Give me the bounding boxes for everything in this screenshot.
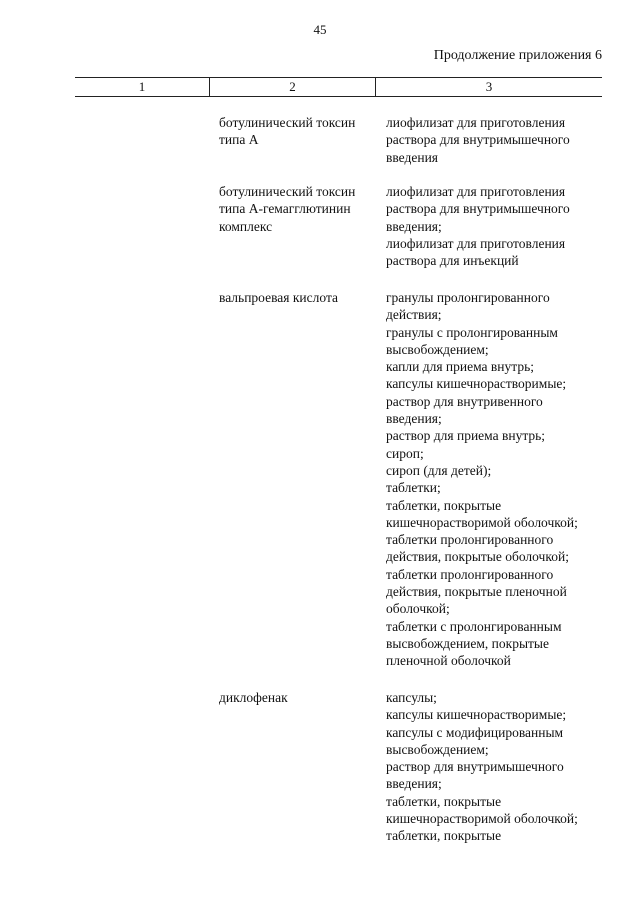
dosage-form-line: таблетки пролонгированного [386, 532, 554, 548]
dosage-form-line: действия; [386, 307, 442, 323]
dosage-form-line: введения; [386, 776, 442, 792]
dosage-forms-cell [386, 183, 616, 269]
dosage-forms-cell [386, 689, 616, 845]
dosage-form-line: таблетки, покрытые [386, 497, 502, 513]
substance-name-line: диклофенак [219, 690, 288, 705]
dosage-form-line: раствора для внутримышечного [386, 201, 570, 217]
column-header-2: 2 [210, 78, 376, 96]
dosage-form-line: высвобождением; [386, 341, 489, 357]
dosage-form-line: гранулы с пролонгированным [386, 324, 558, 340]
dosage-form-line: лиофилизат для приготовления [386, 184, 566, 199]
substance-name-line: типа А [219, 132, 259, 148]
dosage-form-line: введения; [386, 411, 442, 427]
dosage-form-line: кишечнорастворимой оболочкой; [386, 811, 578, 827]
column-header-3: 3 [485, 79, 493, 94]
dosage-form-line: лиофилизат для приготовления [386, 115, 566, 130]
dosage-form-line: капсулы с модифицированным [386, 724, 564, 740]
appendix-continuation-label: Продолжение приложения 6 [433, 48, 602, 63]
substance-name-cell [219, 289, 381, 306]
dosage-form-line: таблетки, покрытые [386, 828, 502, 844]
substance-name-cell [219, 689, 381, 706]
dosage-form-line: сироп (для детей); [386, 462, 492, 478]
dosage-form-line: раствор для приема внутрь; [386, 428, 546, 444]
dosage-form-line: раствор для внутримышечного [386, 759, 564, 775]
dosage-form-line: введения [386, 149, 439, 165]
dosage-form-line: таблетки; [386, 480, 441, 496]
dosage-forms-cell [386, 289, 616, 670]
substance-name-line: ботулинический токсин [219, 184, 356, 199]
dosage-form-line: высвобождением; [386, 741, 489, 757]
table-header-row [75, 77, 602, 97]
dosage-form-line: оболочкой; [386, 601, 450, 617]
dosage-form-line: капсулы кишечнорастворимые; [386, 707, 567, 723]
dosage-form-line: пленочной оболочкой [386, 653, 511, 669]
dosage-form-line: таблетки, покрытые [386, 793, 502, 809]
dosage-form-line: гранулы пролонгированного [386, 290, 550, 305]
substance-name-line: комплекс [219, 218, 273, 234]
dosage-form-line: высвобождением, покрытые [386, 635, 549, 651]
dosage-forms-cell [386, 114, 616, 166]
dosage-form-line: сироп; [386, 445, 424, 461]
dosage-form-line: капли для приема внутрь; [386, 359, 534, 375]
page-number: 45 [313, 22, 327, 37]
substance-name-cell [219, 183, 381, 235]
dosage-form-line: раствора для инъекций [386, 253, 519, 269]
dosage-form-line: таблетки пролонгированного [386, 566, 554, 582]
dosage-form-line: капсулы кишечнорастворимые; [386, 376, 567, 392]
dosage-form-line: кишечнорастворимой оболочкой; [386, 514, 578, 530]
substance-name-line: типа А-гемагглютинин [219, 201, 351, 217]
substance-name-line: ботулинический токсин [219, 115, 356, 130]
dosage-form-line: раствора для внутримышечного [386, 132, 570, 148]
column-header-1: 1 [75, 78, 210, 96]
substance-name-line: вальпроевая кислота [219, 290, 338, 305]
dosage-form-line: капсулы; [386, 690, 437, 705]
dosage-form-line: введения; [386, 218, 442, 234]
dosage-form-line: раствор для внутривенного [386, 393, 543, 409]
dosage-form-line: лиофилизат для приготовления [386, 235, 566, 251]
dosage-form-line: действия, покрытые пленочной [386, 584, 567, 600]
dosage-form-line: действия, покрытые оболочкой; [386, 549, 569, 565]
dosage-form-line: таблетки с пролонгированным [386, 618, 562, 634]
substance-name-cell [219, 114, 381, 149]
